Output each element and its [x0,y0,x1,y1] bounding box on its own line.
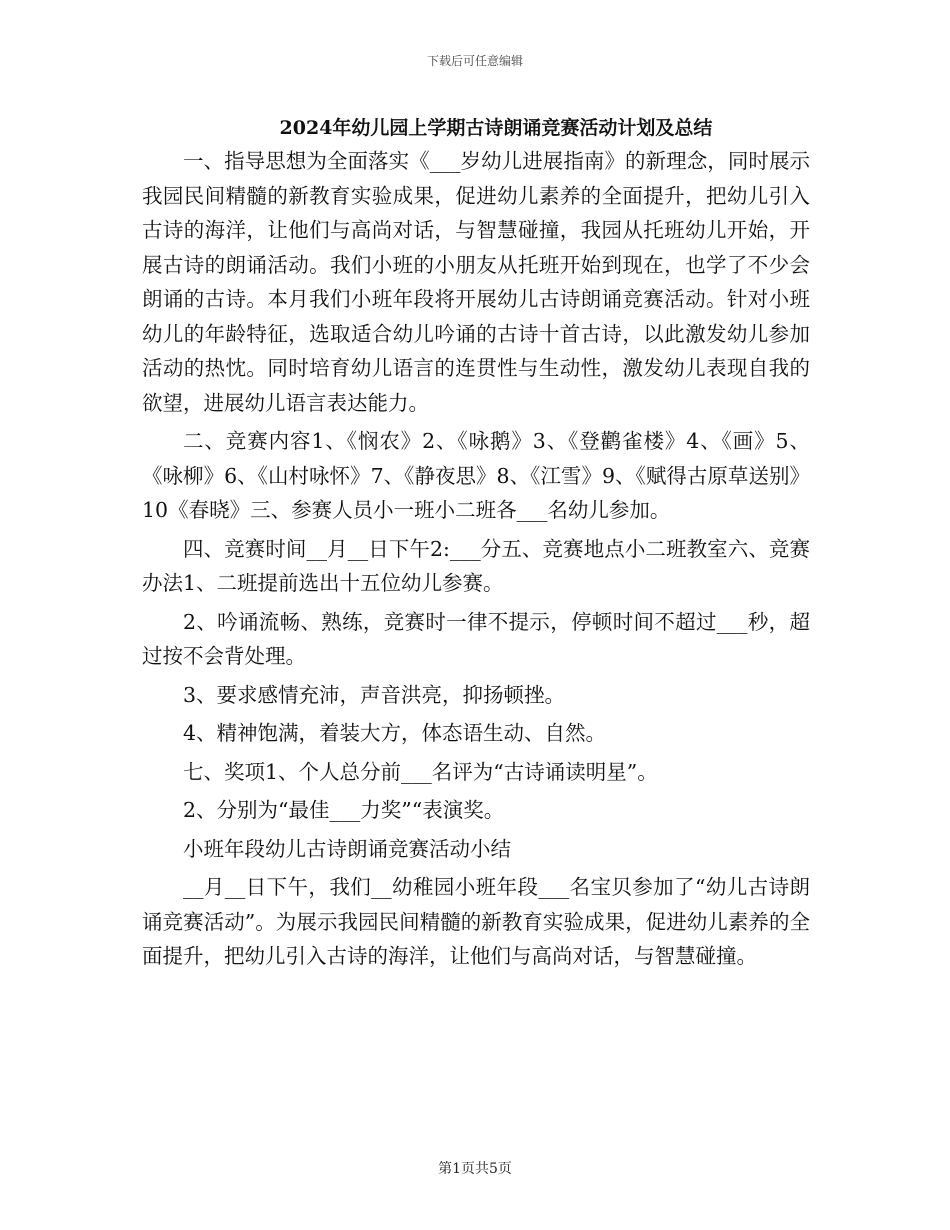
paragraph-rule-4: 4、精神饱满，着装大方，体态语生动、自然。 [183,721,607,745]
document-title: 2024年幼儿园上学期古诗朗诵竞赛活动计划及总结 [279,117,713,139]
paragraph-rule-3: 3、要求感情充沛，声音洪亮，抑扬顿挫。 [183,682,566,707]
page-header-note: 下载后可任意编辑 [426,54,523,68]
paragraph-rule-2: 2、吟诵流畅、熟练，竞赛时一律不提示，停顿时间不超过___秒，超过按不会背处理。 [142,609,810,668]
paragraph-awards: 七、奖项1、个人总分前___名评为“古诗诵读明星”。 [183,759,658,784]
paragraph-contest-content: 二、竞赛内容1、《悯农》2、《咏鹅》3、《登鹳雀楼》4、《画》5、《咏柳》6、《山村咏怀》7、《静夜思》8、《江雪》9、《赋得古原草送别》10《春晓》三、参赛人员小一班小二班各___名幼儿参加。 [142,429,810,522]
paragraph-contest-time: 四、竞赛时间__月__日下午2:___分五、竞赛地点小二班教室六、竞赛办法1、二班提前选出十五位幼儿参赛。 [142,536,810,595]
summary-heading: 小班年段幼儿古诗朗诵竞赛活动小结 [183,836,511,861]
paragraph-summary: __月__日下午，我们__幼稚园小班年段___名宝贝参加了“幼儿古诗朗诵竞赛活动”。为展示我园民间精髓的新教育实验成果，促进幼儿素养的全面提升，把幼儿引入古诗的海洋，让他们与高尚对话，与智慧碰撞。 [142,875,810,968]
document-body [142,112,810,978]
paragraph-guiding-ideology: 一、指导思想为全面落实《___岁幼儿进展指南》的新理念，同时展示我园民间精髓的新教育实验成果，促进幼儿素养的全面提升，把幼儿引入古诗的海洋，让他们与高尚对话，与智慧碰撞，我园从托班幼儿开始，开展古诗的朗诵活动。我们小班的小朋友从托班开始到现在，也学了不少会朗诵的古诗。本月我们小班年段将开展幼儿古诗朗诵竞赛活动。针对小班幼儿的年龄特征，选取适合幼儿吟诵的古诗十首古诗，以此激发幼儿参加活动的热忱。同时培育幼儿语言的连贯性与生动性，激发幼儿表现自我的欲望，进展幼儿语言表达能力。 [142,149,810,415]
page-number: 第1页共5页 [438,1161,512,1177]
paragraph-awards-2: 2、分别为“最佳___力奖”“表演奖。 [183,798,505,822]
